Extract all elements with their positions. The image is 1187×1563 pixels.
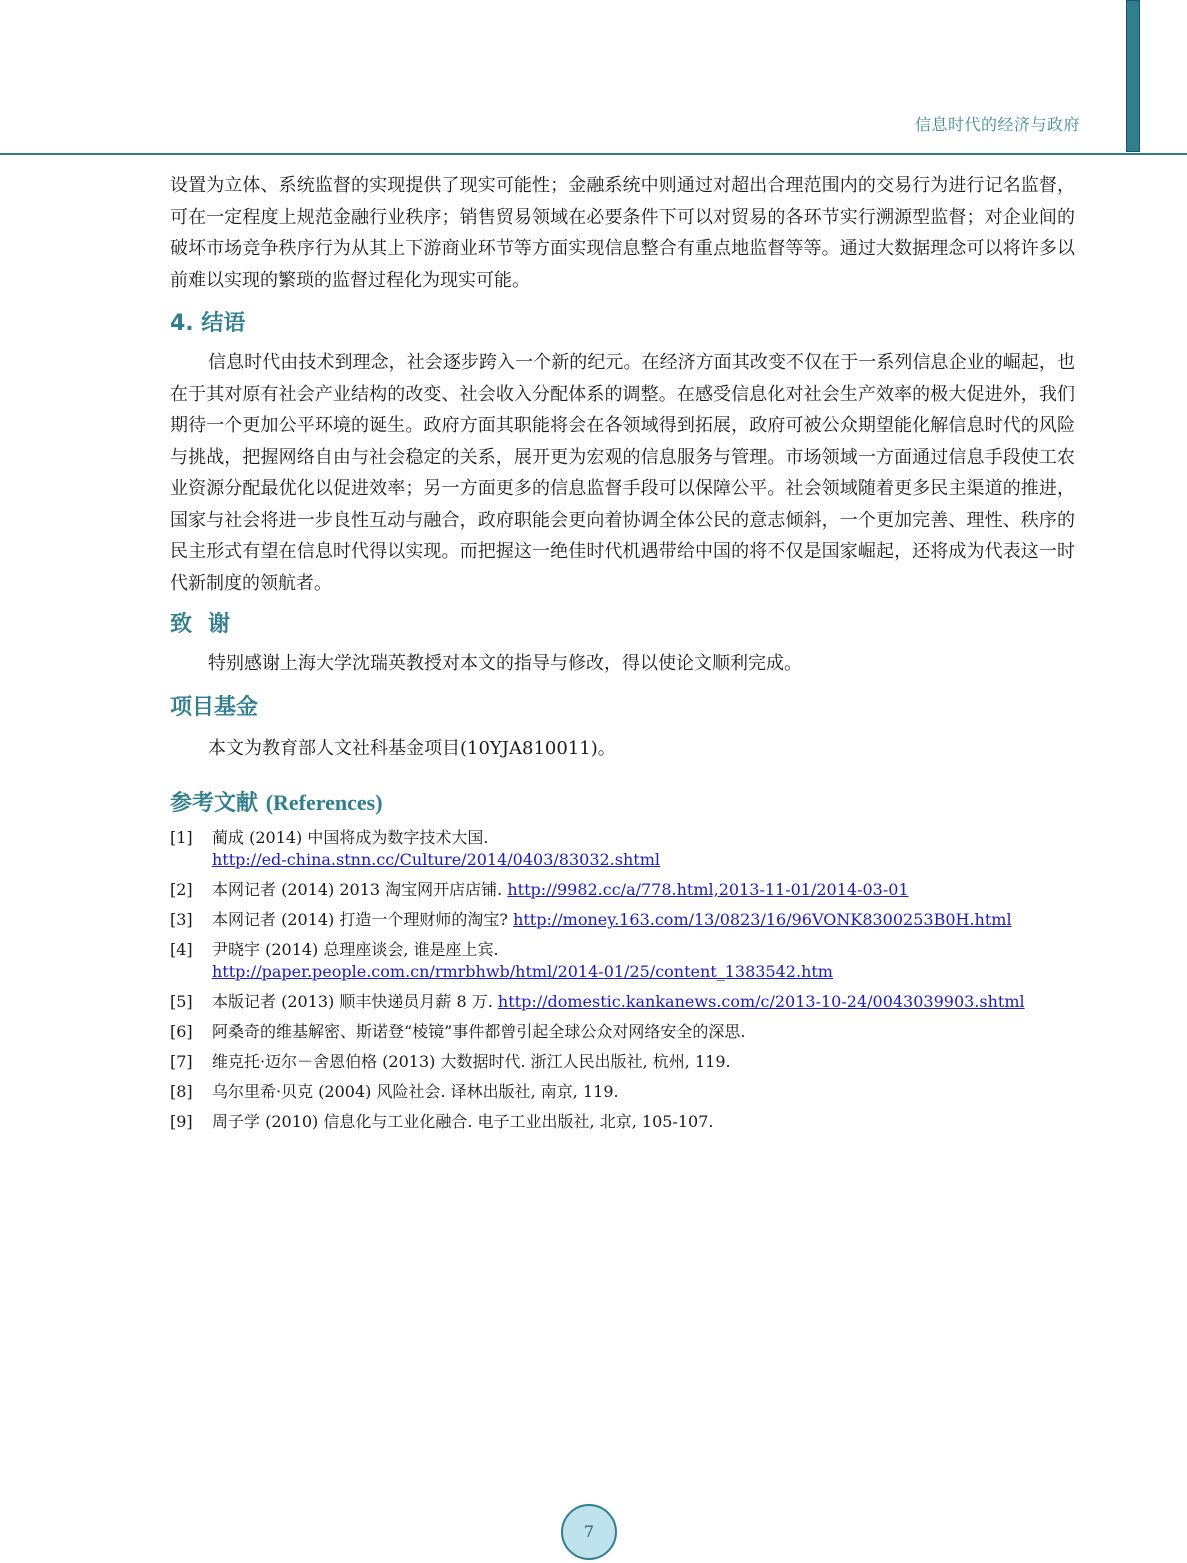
reference-number: [7] bbox=[170, 1052, 193, 1071]
reference-text: 本网记者 (2014) 2013 淘宝网开店店铺. bbox=[212, 880, 503, 899]
references-heading-cn: 参考文献 bbox=[170, 791, 259, 816]
reference-number: [3] bbox=[170, 910, 193, 929]
reference-number: [4] bbox=[170, 940, 193, 959]
reference-text: 本网记者 (2014) 打造一个理财师的淘宝? bbox=[212, 910, 508, 929]
reference-number: [5] bbox=[170, 992, 193, 1011]
reference-item bbox=[170, 1021, 1075, 1043]
reference-text: 乌尔里希·贝克 (2004) 风险社会. 译林出版社, 南京, 119. bbox=[212, 1082, 619, 1101]
header-rule bbox=[0, 153, 1187, 155]
funding-paragraph: 本文为教育部人文社科基金项目(10YJA810011)。 bbox=[208, 737, 616, 759]
reference-item bbox=[170, 827, 1075, 871]
reference-link[interactable]: http://money.163.com/13/0823/16/96VONK8300253B0H.html bbox=[513, 910, 1012, 929]
acknowledgement-paragraph: 特别感谢上海大学沈瑞英教授对本文的指导与修改，得以使论文顺利完成。 bbox=[208, 653, 802, 674]
reference-text: 维克托·迈尔－舍恩伯格 (2013) 大数据时代. 浙江人民出版社, 杭州, 119. bbox=[212, 1052, 731, 1071]
reference-link[interactable]: http://9982.cc/a/778.html,2013-11-01/2014-03-01 bbox=[507, 880, 909, 899]
reference-item bbox=[170, 909, 1075, 931]
reference-body bbox=[212, 1111, 1075, 1133]
page-content bbox=[170, 170, 1075, 1141]
reference-number: [6] bbox=[170, 1022, 193, 1041]
reference-text: 本版记者 (2013) 顺丰快递员月薪 8 万. bbox=[212, 992, 493, 1011]
reference-body bbox=[212, 827, 1075, 871]
page-number: 7 bbox=[561, 1504, 617, 1560]
reference-item bbox=[170, 1111, 1075, 1133]
reference-item bbox=[170, 991, 1075, 1013]
reference-text: 阿桑奇的维基解密、斯诺登“棱镜”事件都曾引起全球公众对网络安全的深思. bbox=[212, 1022, 746, 1041]
reference-text: 蔺成 (2014) 中国将成为数字技术大国. bbox=[212, 828, 489, 847]
reference-number: [1] bbox=[170, 828, 193, 847]
conclusion-heading: 4. 结语 bbox=[170, 311, 246, 336]
running-title: 信息时代的经济与政府 bbox=[914, 115, 1080, 134]
intro-paragraph: 设置为立体、系统监督的实现提供了现实可能性；金融系统中则通过对超出合理范围内的交易行为进行记名监督，可在一定程度上规范金融行业秩序；销售贸易领域在必要条件下可以对贸易的各环节实行溯源型监督；对企业间的破坏市场竞争秩序行为从其上下游商业环节等方面实现信息整合有重点地监督等等。通过大数据理念可以将许多以前难以实现的繁琐的监督过程化为现实可能。 bbox=[170, 175, 1075, 291]
reference-list bbox=[170, 827, 1075, 1133]
acknowledgement-heading: 致谢 bbox=[170, 612, 247, 637]
references-heading-en: (References) bbox=[265, 790, 383, 815]
reference-item bbox=[170, 939, 1075, 983]
reference-number: [9] bbox=[170, 1112, 193, 1131]
reference-body bbox=[212, 991, 1075, 1013]
reference-link[interactable]: http://ed-china.stnn.cc/Culture/2014/0403/83032.shtml bbox=[212, 850, 660, 869]
reference-body bbox=[212, 1081, 1075, 1103]
conclusion-paragraph: 信息时代由技术到理念，社会逐步跨入一个新的纪元。在经济方面其改变不仅在于一系列信息企业的崛起，也在于其对原有社会产业结构的改变、社会收入分配体系的调整。在感受信息化对社会生产效率的极大促进外，我们期待一个更加公平环境的诞生。政府方面其职能将会在各领域得到拓展，政府可被公众期望能化解信息时代的风险与挑战，把握网络自由与社会稳定的关系，展开更为宏观的信息服务与管理。市场领域一方面通过信息手段使工农业资源分配最优化以促进效率；另一方面更多的信息监督手段可以保障公平。社会领域随着更多民主渠道的推进，国家与社会将进一步良性互动与融合，政府职能会更向着协调全体公民的意志倾斜，一个更加完善、理性、秩序的民主形式有望在信息时代得以实现。而把握这一绝佳时代机遇带给中国的将不仅是国家崛起，还将成为代表这一时代新制度的领航者。 bbox=[170, 352, 1075, 594]
reference-number: [2] bbox=[170, 880, 193, 899]
funding-heading: 项目基金 bbox=[170, 694, 259, 720]
reference-item bbox=[170, 879, 1075, 901]
reference-body bbox=[212, 1021, 1075, 1043]
reference-link[interactable]: http://domestic.kankanews.com/c/2013-10-24/0043039903.shtml bbox=[497, 992, 1025, 1011]
reference-body bbox=[212, 879, 1075, 901]
reference-body bbox=[212, 909, 1075, 931]
reference-body bbox=[212, 939, 1075, 983]
reference-item bbox=[170, 1051, 1075, 1073]
reference-text: 尹晓宇 (2014) 总理座谈会, 谁是座上宾. bbox=[212, 940, 499, 959]
side-accent-bar bbox=[1126, 0, 1140, 152]
reference-link[interactable]: http://paper.people.com.cn/rmrbhwb/html/2014-01/25/content_1383542.htm bbox=[212, 962, 833, 981]
reference-item bbox=[170, 1081, 1075, 1103]
reference-text: 周子学 (2010) 信息化与工业化融合. 电子工业出版社, 北京, 105-107. bbox=[212, 1112, 714, 1131]
reference-number: [8] bbox=[170, 1082, 193, 1101]
references-heading bbox=[170, 786, 1075, 817]
reference-body bbox=[212, 1051, 1075, 1073]
